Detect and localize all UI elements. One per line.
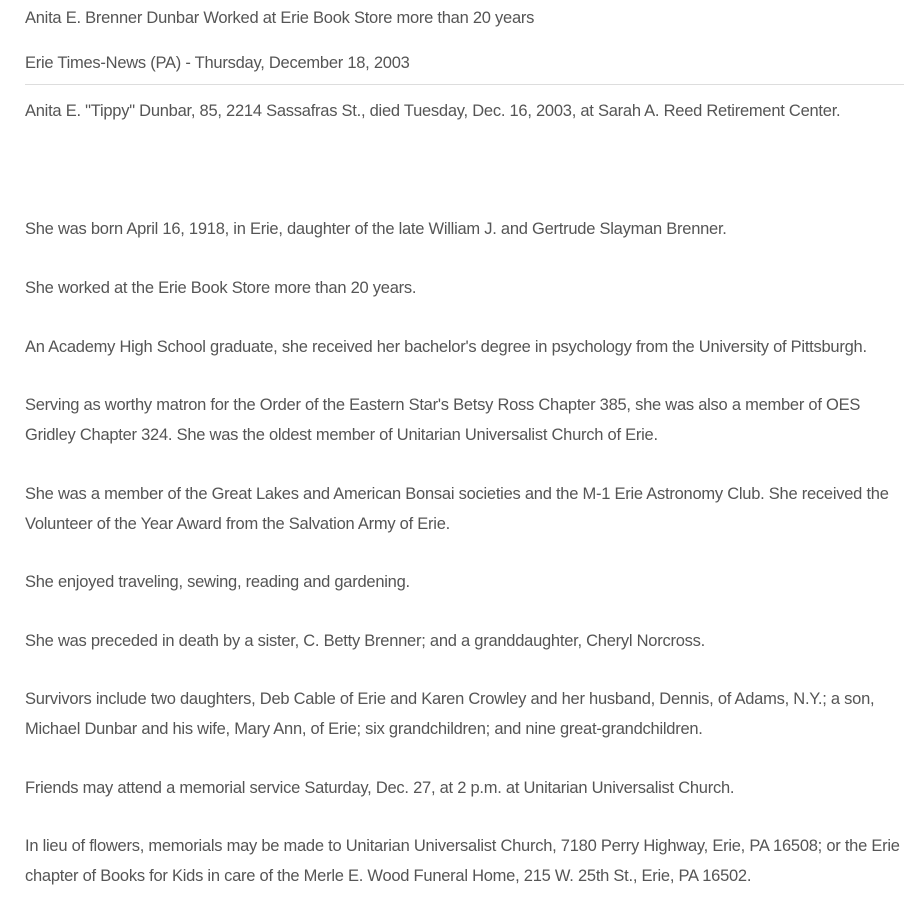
article-source-date: Erie Times-News (PA) - Thursday, December 18, 2003: [25, 54, 410, 72]
paragraph-hobbies: She enjoyed traveling, sewing, reading and gardening.: [25, 573, 410, 591]
header-divider: [25, 84, 904, 85]
paragraph-memorials: In lieu of flowers, memorials may be made to Unitarian Universalist Church, 7180 Perry Highway, Erie, PA 16508; or the Erie chapter of Books for Kids in care of the Merle E. Wood Funeral Home, 215 W. 25th St., Erie, PA 16502.: [25, 837, 900, 885]
paragraph-survivors: Survivors include two daughters, Deb Cable of Erie and Karen Crowley and her husband, Dennis, of Adams, N.Y.; a son, Michael Dunbar and his wife, Mary Ann, of Erie; six grandchildren; and nine great-grandchildren.: [25, 690, 875, 738]
paragraph-education: An Academy High School graduate, she received her bachelor's degree in psychology from the University of Pittsburgh.: [25, 338, 867, 356]
paragraph-birth: She was born April 16, 1918, in Erie, daughter of the late William J. and Gertrude Slayman Brenner.: [25, 220, 727, 238]
article-headline: Anita E. Brenner Dunbar Worked at Erie Book Store more than 20 years: [25, 9, 535, 27]
paragraph-death-notice: Anita E. "Tippy" Dunbar, 85, 2214 Sassafras St., died Tuesday, Dec. 16, 2003, at Sarah A. Reed Retirement Center.: [25, 102, 841, 120]
paragraph-preceded: She was preceded in death by a sister, C. Betty Brenner; and a granddaughter, Cheryl Norcross.: [25, 632, 705, 650]
paragraph-service: Friends may attend a memorial service Saturday, Dec. 27, at 2 p.m. at Unitarian Universalist Church.: [25, 779, 735, 797]
paragraph-eastern-star: Serving as worthy matron for the Order of the Eastern Star's Betsy Ross Chapter 385, she was also a member of OES Gridley Chapter 324. She was the oldest member of Unitarian Universalist Church of Erie.: [25, 396, 861, 444]
paragraph-memberships: She was a member of the Great Lakes and American Bonsai societies and the M-1 Erie Astronomy Club. She received the Volunteer of the Year Award from the Salvation Army of Erie.: [25, 485, 889, 533]
paragraph-career: She worked at the Erie Book Store more than 20 years.: [25, 279, 417, 297]
